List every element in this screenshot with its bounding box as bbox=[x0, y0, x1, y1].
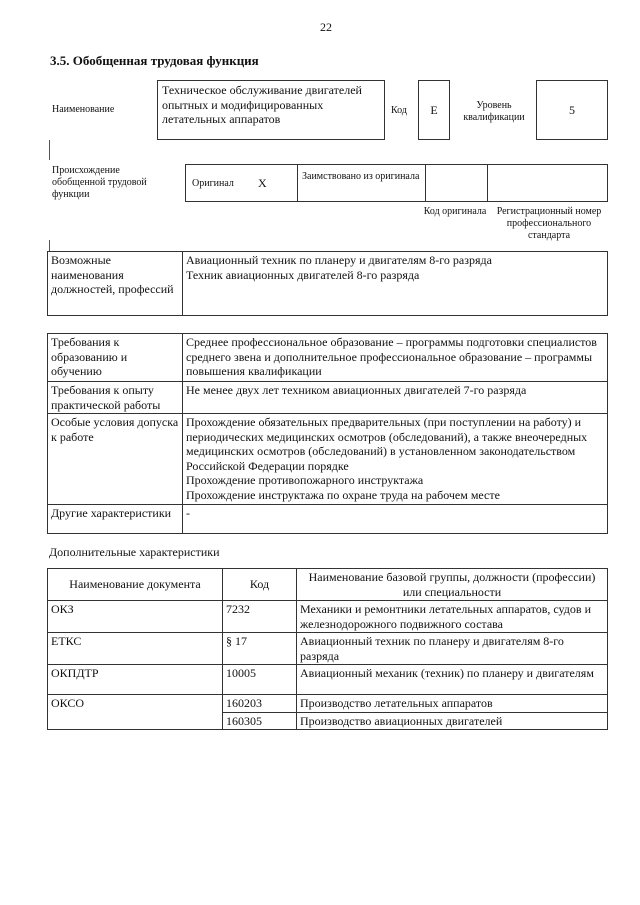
code-value: E bbox=[418, 80, 450, 140]
req-label: Требования к образованию и обучению bbox=[48, 334, 183, 382]
name-cell: Авиационный техник по планеру и двигателям 8-го разряда bbox=[297, 633, 608, 665]
req-value: Среднее профессиональное образование – программы подготовки специалистов среднего звена и дополнительное профессиональное образование – программы повышения квалификации bbox=[183, 334, 608, 382]
header-doc: Наименование документа bbox=[48, 569, 223, 601]
position-item: Техник авиационных двигателей 8-го разряда bbox=[186, 267, 420, 282]
req-value: Не менее двух лет техником авиационных двигателей 7-го разряда bbox=[183, 382, 608, 414]
req-line: Прохождение инструктажа по охране труда на рабочем месте bbox=[186, 487, 500, 502]
additional-title: Дополнительные характеристики bbox=[49, 545, 220, 559]
name-cell: Производство летательных аппаратов bbox=[297, 695, 608, 713]
table-row bbox=[48, 633, 608, 665]
original-mark: X bbox=[258, 176, 267, 190]
header-name: Наименование базовой группы, должности (профессии) или специальности bbox=[297, 569, 608, 601]
positions-values bbox=[183, 252, 608, 316]
positions-label: Возможные наименования должностей, профессий bbox=[48, 252, 183, 316]
code-cell: 160305 bbox=[223, 712, 297, 730]
additional-table bbox=[47, 568, 608, 730]
code-cell: 160203 bbox=[223, 695, 297, 713]
positions-table bbox=[47, 251, 608, 316]
table-row bbox=[48, 695, 608, 713]
requirements-table bbox=[47, 333, 608, 534]
name-value: Техническое обслуживание двигателей опытных и модифицированных летательных аппаратов bbox=[157, 80, 385, 140]
origin-row bbox=[185, 164, 608, 202]
req-value: - bbox=[183, 505, 608, 534]
name-cell: Производство авиационных двигателей bbox=[297, 712, 608, 730]
code-label: Код bbox=[391, 105, 407, 116]
doc-cell: ОКСО bbox=[48, 695, 223, 730]
section-title: 3.5. Обобщенная трудовая функция bbox=[50, 53, 259, 68]
req-label: Требования к опыту практической работы bbox=[48, 382, 183, 414]
position-item: Авиационный техник по планеру и двигателям 8-го разряда bbox=[186, 253, 492, 267]
page-number: 22 bbox=[320, 20, 332, 34]
code-original-label: Код оригинала bbox=[423, 206, 487, 217]
doc-cell: ОКЗ bbox=[48, 601, 223, 633]
doc-cell: ЕТКС bbox=[48, 633, 223, 665]
req-label: Особые условия допуска к работе bbox=[48, 414, 183, 505]
origin-label: Происхождение обобщенной трудовой функции bbox=[52, 165, 147, 200]
name-cell: Авиационный механик (техник) по планеру и двигателям bbox=[297, 665, 608, 695]
req-label: Другие характеристики bbox=[48, 505, 183, 534]
req-value bbox=[183, 414, 608, 505]
scan-mark bbox=[49, 140, 50, 160]
req-line: Прохождение противопожарного инструктажа bbox=[186, 473, 424, 487]
table-row bbox=[48, 665, 608, 695]
code-cell: 10005 bbox=[223, 665, 297, 695]
doc-cell: ОКПДТР bbox=[48, 665, 223, 695]
code-cell: § 17 bbox=[223, 633, 297, 665]
req-line: Прохождение обязательных предварительных (при поступлении на работу) и периодических медицинских осмотров (обследований), а также внеочередных медицинских осмотров (обследований) в установленном законодательством Российской Федерации порядке bbox=[186, 415, 588, 473]
level-label: Уровень квалификации bbox=[463, 100, 525, 123]
original-label: Оригинал bbox=[192, 178, 234, 189]
name-cell: Механики и ремонтники летательных аппаратов, судов и железнодорожного подвижного состава bbox=[297, 601, 608, 633]
reg-number-label: Регистрационный номер профессионального стандарта bbox=[496, 206, 602, 241]
header-code: Код bbox=[223, 569, 297, 601]
code-cell: 7232 bbox=[223, 601, 297, 633]
level-value: 5 bbox=[536, 80, 608, 140]
borrowed-label: Заимствовано из оригинала bbox=[302, 171, 420, 182]
name-label: Наименование bbox=[52, 104, 115, 115]
table-row bbox=[48, 601, 608, 633]
